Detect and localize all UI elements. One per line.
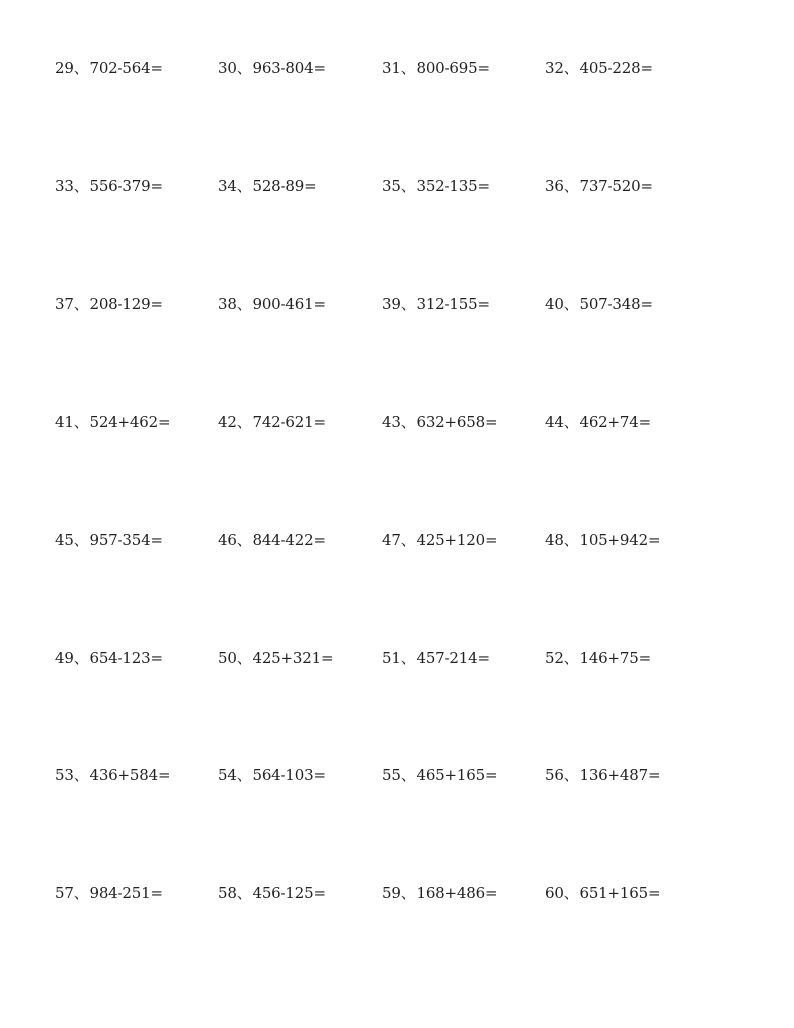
problem-separator: 、 (400, 59, 416, 77)
problem-item (218, 763, 326, 787)
problem-item (55, 763, 170, 787)
problem-expression: 737-520 (579, 177, 641, 195)
problem-item (55, 410, 170, 434)
problem-number: 38 (218, 295, 237, 313)
problem-item (382, 528, 497, 552)
problem-expression: 632+658 (416, 413, 485, 431)
problem-expression: 436+584 (89, 766, 158, 784)
equals-sign: = (638, 413, 651, 431)
problem-separator: 、 (236, 413, 252, 431)
problem-row (0, 174, 794, 198)
equals-sign: = (640, 295, 653, 313)
problem-item (218, 292, 326, 316)
problem-expression: 651+165 (579, 884, 648, 902)
problem-separator: 、 (563, 59, 579, 77)
problem-number: 49 (55, 649, 74, 667)
equals-sign: = (647, 531, 661, 549)
problem-number: 60 (545, 884, 564, 902)
equals-sign: = (640, 177, 653, 195)
problem-separator: 、 (563, 177, 579, 195)
problem-separator: 、 (236, 884, 252, 902)
problem-item (218, 881, 326, 905)
problem-number: 31 (382, 59, 401, 77)
problem-item (218, 410, 326, 434)
problem-expression: 425+321 (252, 649, 321, 667)
problem-item (55, 528, 163, 552)
problem-separator: 、 (73, 766, 89, 784)
problem-number: 53 (55, 766, 74, 784)
problem-item (55, 646, 163, 670)
equals-sign: = (640, 59, 653, 77)
problem-separator: 、 (563, 413, 579, 431)
problem-separator: 、 (563, 766, 579, 784)
problem-item (545, 881, 660, 905)
equals-sign: = (157, 413, 171, 431)
problem-expression: 352-135 (416, 177, 478, 195)
equals-sign: = (150, 649, 163, 667)
problem-separator: 、 (236, 177, 252, 195)
problem-expression: 564-103 (252, 766, 314, 784)
problem-number: 29 (55, 59, 74, 77)
equals-sign: = (150, 884, 163, 902)
problem-number: 36 (545, 177, 564, 195)
equals-sign: = (150, 295, 163, 313)
problem-separator: 、 (236, 295, 252, 313)
problem-expression: 168+486 (416, 884, 485, 902)
equals-sign: = (313, 59, 326, 77)
problem-row (0, 646, 794, 670)
problem-item (382, 646, 490, 670)
problem-expression: 425+120 (416, 531, 485, 549)
problem-number: 40 (545, 295, 564, 313)
problem-item (55, 292, 163, 316)
problem-item (218, 646, 333, 670)
problem-number: 42 (218, 413, 237, 431)
equals-sign: = (484, 884, 498, 902)
problem-number: 57 (55, 884, 74, 902)
problem-separator: 、 (400, 295, 416, 313)
equals-sign: = (484, 531, 498, 549)
problem-number: 33 (55, 177, 74, 195)
problem-row (0, 410, 794, 434)
problem-item (545, 528, 660, 552)
problem-item (218, 528, 326, 552)
equals-sign: = (477, 59, 490, 77)
problem-expression: 456-125 (252, 884, 314, 902)
problem-expression: 312-155 (416, 295, 478, 313)
problem-expression: 136+487 (579, 766, 648, 784)
problem-separator: 、 (400, 177, 416, 195)
problem-number: 58 (218, 884, 237, 902)
problem-separator: 、 (400, 413, 416, 431)
problem-item (382, 56, 490, 80)
problem-row (0, 528, 794, 552)
problem-expression: 146+75 (579, 649, 639, 667)
problem-expression: 742-621 (252, 413, 314, 431)
problem-separator: 、 (73, 59, 89, 77)
problem-expression: 957-354 (89, 531, 151, 549)
equals-sign: = (313, 295, 326, 313)
problem-separator: 、 (400, 531, 416, 549)
problem-number: 30 (218, 59, 237, 77)
problem-expression: 462+74 (579, 413, 639, 431)
problem-row (0, 56, 794, 80)
problem-item (545, 56, 653, 80)
equals-sign: = (313, 413, 326, 431)
problem-number: 47 (382, 531, 401, 549)
equals-sign: = (313, 884, 326, 902)
problem-item (55, 881, 163, 905)
equals-sign: = (320, 649, 334, 667)
problem-expression: 457-214 (416, 649, 478, 667)
problem-expression: 405-228 (579, 59, 641, 77)
problem-separator: 、 (563, 295, 579, 313)
problem-expression: 507-348 (579, 295, 641, 313)
problem-item (545, 292, 653, 316)
problem-number: 54 (218, 766, 237, 784)
problem-expression: 844-422 (252, 531, 314, 549)
problem-separator: 、 (236, 59, 252, 77)
equals-sign: = (304, 177, 317, 195)
problem-item (382, 174, 490, 198)
problem-item (545, 646, 651, 670)
equals-sign: = (313, 531, 326, 549)
equals-sign: = (157, 766, 171, 784)
problem-separator: 、 (73, 295, 89, 313)
problem-number: 52 (545, 649, 564, 667)
problem-expression: 702-564 (89, 59, 151, 77)
problem-expression: 556-379 (89, 177, 151, 195)
problem-number: 34 (218, 177, 237, 195)
problem-item (545, 763, 660, 787)
problem-number: 32 (545, 59, 564, 77)
problem-item (218, 56, 326, 80)
problem-number: 56 (545, 766, 564, 784)
problem-expression: 465+165 (416, 766, 485, 784)
problem-item (382, 763, 497, 787)
problem-separator: 、 (400, 884, 416, 902)
problem-separator: 、 (400, 766, 416, 784)
problem-separator: 、 (236, 531, 252, 549)
equals-sign: = (484, 766, 498, 784)
equals-sign: = (477, 295, 490, 313)
problem-separator: 、 (563, 884, 579, 902)
problem-item (545, 410, 651, 434)
problem-separator: 、 (73, 649, 89, 667)
problem-expression: 105+942 (579, 531, 648, 549)
problem-row (0, 763, 794, 787)
problem-number: 46 (218, 531, 237, 549)
problem-number: 43 (382, 413, 401, 431)
problem-expression: 654-123 (89, 649, 151, 667)
problem-number: 39 (382, 295, 401, 313)
problem-item (382, 292, 490, 316)
problem-row (0, 881, 794, 905)
equals-sign: = (150, 531, 163, 549)
equals-sign: = (484, 413, 498, 431)
problem-number: 41 (55, 413, 74, 431)
problem-number: 37 (55, 295, 74, 313)
problem-number: 35 (382, 177, 401, 195)
problem-number: 50 (218, 649, 237, 667)
problem-number: 45 (55, 531, 74, 549)
problem-item (55, 56, 163, 80)
problem-separator: 、 (236, 649, 252, 667)
equals-sign: = (313, 766, 326, 784)
problem-item (55, 174, 163, 198)
equals-sign: = (477, 177, 490, 195)
equals-sign: = (477, 649, 490, 667)
problem-separator: 、 (73, 413, 89, 431)
problem-separator: 、 (400, 649, 416, 667)
problem-expression: 984-251 (89, 884, 151, 902)
problem-expression: 800-695 (416, 59, 478, 77)
problem-expression: 900-461 (252, 295, 314, 313)
problem-row (0, 292, 794, 316)
equals-sign: = (150, 59, 163, 77)
problem-number: 48 (545, 531, 564, 549)
problem-separator: 、 (73, 884, 89, 902)
problem-expression: 528-89 (252, 177, 305, 195)
problem-separator: 、 (563, 531, 579, 549)
equals-sign: = (638, 649, 651, 667)
problem-number: 44 (545, 413, 564, 431)
problem-item (218, 174, 316, 198)
problem-expression: 963-804 (252, 59, 314, 77)
problem-item (545, 174, 653, 198)
problem-separator: 、 (73, 531, 89, 549)
problem-number: 55 (382, 766, 401, 784)
problem-item (382, 410, 497, 434)
problem-expression: 524+462 (89, 413, 158, 431)
problem-number: 59 (382, 884, 401, 902)
problem-separator: 、 (73, 177, 89, 195)
equals-sign: = (647, 884, 661, 902)
problem-item (382, 881, 497, 905)
problem-separator: 、 (236, 766, 252, 784)
equals-sign: = (150, 177, 163, 195)
problem-number: 51 (382, 649, 401, 667)
problem-expression: 208-129 (89, 295, 151, 313)
equals-sign: = (647, 766, 661, 784)
problem-separator: 、 (563, 649, 579, 667)
